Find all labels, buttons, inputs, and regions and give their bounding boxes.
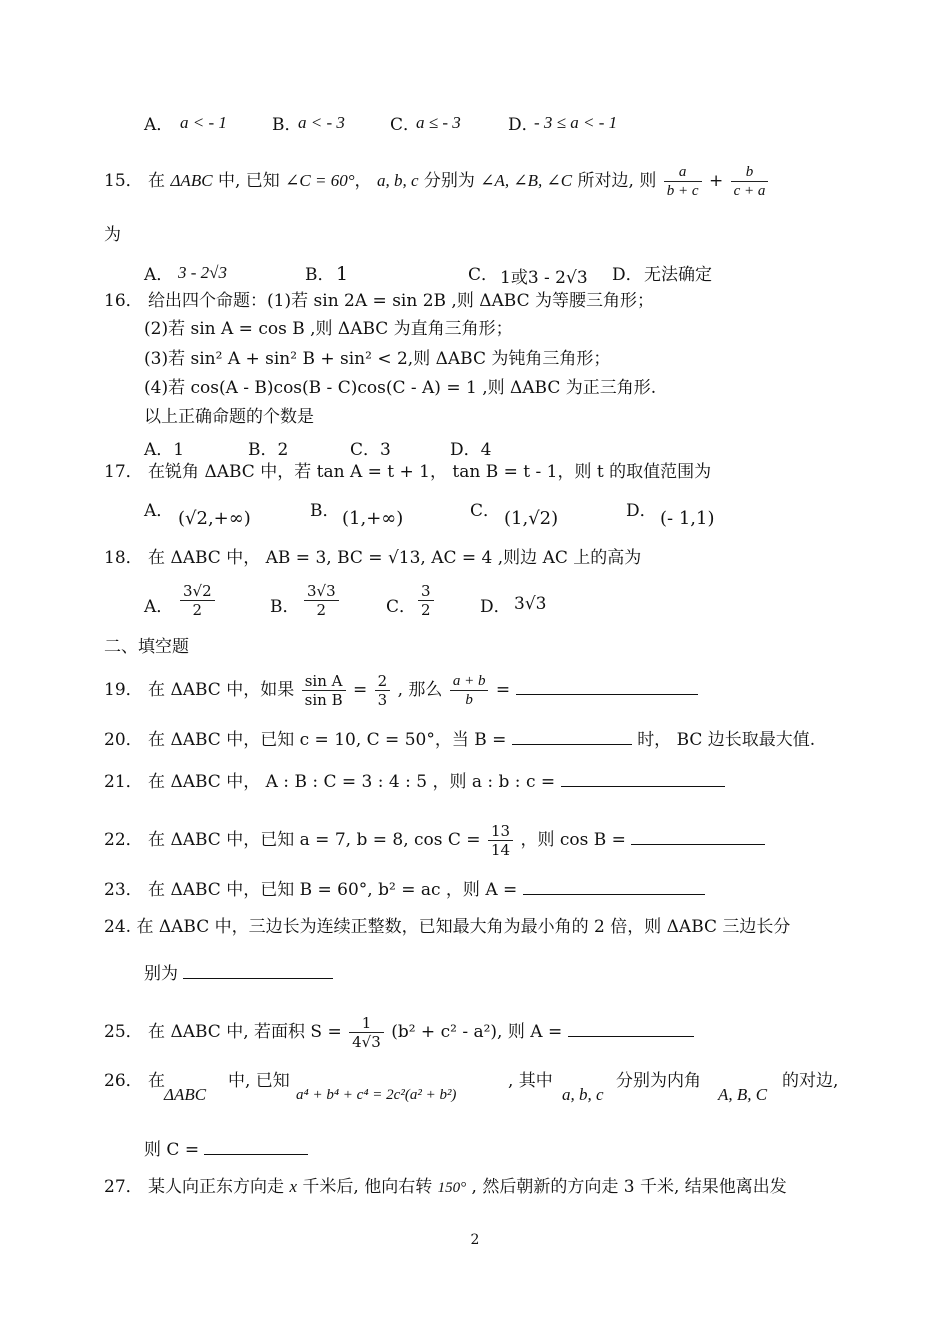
q15-text: 所对边, 则 (577, 171, 657, 191)
q15-option-b: 1 (336, 263, 349, 285)
q26-text: 的对边, (782, 1071, 839, 1091)
question-number: 18． (104, 548, 143, 568)
q17-option-c: (1,√2) (504, 508, 559, 529)
q16-line-2: (2)若 sin A = cos B ,则 ΔABC 为直角三角形； (144, 319, 513, 339)
answer-blank[interactable] (516, 678, 698, 695)
question-18 (104, 547, 641, 569)
q14-option-d: - 3 ≤ a < - 1 (534, 113, 618, 132)
q17-option-d-label: D． (626, 501, 657, 521)
question-22 (104, 822, 765, 859)
answer-blank[interactable] (204, 1138, 308, 1155)
page-number: 2 (470, 1232, 480, 1248)
q21-text: 在 ΔABC 中， A : B : C = 3 : 4 : 5 ，则 a : b : c = (148, 772, 556, 792)
q15-fraction-2: $\frac{b}{c + a}$ (731, 163, 769, 200)
question-15 (104, 163, 770, 200)
q24-line-2 (144, 962, 333, 985)
q26-line-2 (144, 1138, 308, 1161)
q25-text: (b² + c² - a²), 则 A = (391, 1022, 563, 1042)
question-number: 20． (104, 730, 143, 750)
q18-option-b: $\frac{3√3}{2}$ (302, 582, 341, 619)
q14-option-a-label: A． (144, 115, 174, 135)
question-number: 15． (104, 171, 143, 191)
question-number: 17． (104, 462, 143, 482)
q19-text: , 那么 (397, 680, 443, 700)
q26-text: 分别为内角 (616, 1071, 701, 1091)
q18-option-a: $\frac{3√2}{2}$ (178, 582, 217, 619)
question-16 (104, 290, 654, 312)
q16-option-b: B．2 (248, 440, 289, 460)
answer-blank[interactable] (512, 728, 632, 745)
q22-text: 在 ΔABC 中，已知 a = 7, b = 8, cos C = (148, 830, 481, 850)
plus-sign: + (708, 171, 724, 191)
q25-fraction: $\frac{1}{4√3}$ (349, 1014, 384, 1051)
q20-text: 在 ΔABC 中，已知 c = 10, C = 50°，当 B = (148, 730, 507, 750)
q26-text: 则 C = (144, 1140, 200, 1160)
q16-line-5: 以上正确命题的个数是 (144, 407, 314, 427)
q23-text: 在 ΔABC 中，已知 B = 60°, b² = ac ，则 A = (148, 880, 518, 900)
answer-blank[interactable] (568, 1020, 694, 1037)
q15-option-d-label: D． (612, 265, 643, 285)
q16-line-4: (4)若 cos(A - B)cos(B - C)cos(C - A) = 1 ,则 ΔABC 为正三角形. (144, 378, 657, 398)
q18-option-d: 3√3 (514, 594, 547, 614)
q20-text: 时， BC 边长取最大值. (637, 730, 816, 750)
q14-option-a: a < - 1 (180, 113, 227, 132)
q22-text: ，则 cos B = (520, 830, 626, 850)
q15-sides: a, b, c (376, 171, 419, 190)
q19-text: 在 ΔABC 中，如果 (148, 680, 295, 700)
question-20 (104, 728, 815, 751)
q19-fraction-3: $\frac{a + b}{b}$ (450, 672, 489, 709)
question-number: 24. (104, 917, 132, 937)
equals-sign: = (495, 680, 511, 700)
question-26 (104, 1070, 165, 1092)
section-heading: 二、填空题 (104, 637, 189, 657)
question-25 (104, 1014, 694, 1051)
q16-line-1: 给出四个命题：(1)若 sin 2A = sin 2B ,则 ΔABC 为等腰三角形； (148, 291, 654, 311)
q22-fraction: $\frac{13}{14}$ (488, 822, 513, 859)
q15-option-a: 3 - 2√3 (178, 263, 227, 282)
q14-option-c: a ≤ - 3 (416, 113, 461, 132)
q25-text: 在 ΔABC 中, 若面积 S = (148, 1022, 342, 1042)
q17-option-b: (1,+∞) (342, 508, 404, 529)
q15-sep: ， (354, 171, 372, 191)
q15-option-c-label: C． (468, 265, 499, 285)
q24-text: 别为 (144, 964, 178, 984)
question-number: 23． (104, 880, 143, 900)
q15-option-d: 无法确定 (644, 265, 712, 285)
question-24 (104, 916, 790, 938)
q15-option-a-label: A． (144, 265, 174, 285)
q16-line-3: (3)若 sin² A + sin² B + sin² < 2,则 ΔABC 为钝角三角形； (144, 349, 611, 369)
answer-blank[interactable] (523, 878, 705, 895)
q16-option-a: A．1 (144, 440, 185, 460)
q17-option-a: (√2,+∞) (178, 508, 251, 529)
question-23 (104, 878, 705, 901)
q18-option-c-label: C． (386, 597, 417, 617)
q17-option-c-label: C． (470, 501, 501, 521)
question-number: 22． (104, 830, 143, 850)
q18-option-b-label: B． (270, 597, 300, 617)
question-number: 27． (104, 1177, 143, 1197)
q14-option-b: a < - 3 (298, 113, 345, 132)
q17-option-d: (- 1,1) (660, 508, 715, 529)
q17-option-a-label: A． (144, 501, 174, 521)
q14-option-d-label: D． (508, 115, 539, 135)
q18-text: 在 ΔABC 中， AB = 3, BC = √13, AC = 4 ,则边 AC 上的高为 (148, 548, 642, 568)
q15-option-b-label: B． (305, 265, 335, 285)
q26-text: 在 (148, 1071, 166, 1091)
q15-text: 中, 已知 (217, 171, 280, 191)
q15-fraction-1: $\frac{a}{b + c}$ (664, 163, 702, 200)
answer-blank[interactable] (631, 828, 765, 845)
q18-option-d-label: D． (480, 597, 511, 617)
question-21 (104, 770, 725, 793)
q18-option-c: $\frac{3}{2}$ (416, 582, 436, 619)
question-27 (104, 1176, 787, 1199)
answer-blank[interactable] (183, 962, 333, 979)
triangle-symbol: ΔABC (164, 1085, 207, 1104)
q26-equation: a⁴ + b⁴ + c⁴ = 2c²(a² + b²) (296, 1087, 457, 1103)
q17-option-b-label: B． (310, 501, 340, 521)
q26-angles: A, B, C (718, 1085, 768, 1104)
question-19 (104, 672, 698, 709)
q27-text: , 然后朝新的方向走 3 千米, 结果他离出发 (471, 1177, 787, 1197)
q18-option-a-label: A． (144, 597, 174, 617)
q15-text: 在 (148, 171, 166, 191)
question-17 (104, 461, 711, 483)
question-number: 16． (104, 291, 143, 311)
question-number: 25． (104, 1022, 143, 1042)
question-number: 19． (104, 680, 143, 700)
q26-text: , 其中 (508, 1071, 553, 1091)
q15-angles: ∠A, ∠B, ∠C (480, 171, 573, 190)
triangle-symbol: ΔABC (170, 171, 213, 190)
q27-variable: x (289, 1177, 297, 1196)
q16-option-d: D．4 (450, 440, 492, 460)
q24-text: 在 ΔABC 中，三边长为连续正整数，已知最大角为最小角的 2 倍，则 ΔABC 三边长分 (136, 917, 791, 937)
q27-text: 某人向正东方向走 (148, 1177, 285, 1197)
q27-text: 千米后, 他向右转 (302, 1177, 433, 1197)
q15-text: 分别为 (423, 171, 475, 191)
q27-angle: 150° (437, 1180, 467, 1196)
q26-sides: a, b, c (562, 1085, 604, 1104)
q14-option-c-label: C． (390, 115, 421, 135)
answer-blank[interactable] (561, 770, 725, 787)
q26-text: 中, 已知 (228, 1071, 290, 1091)
q15-wrap: 为 (104, 225, 121, 245)
question-number: 26． (104, 1071, 143, 1091)
q19-fraction-1: $\frac{\text{sin A}}{\text{sin B}}$ (302, 672, 346, 709)
question-number: 21． (104, 772, 143, 792)
q15-angle: ∠C = 60° (285, 171, 355, 190)
q17-text: 在锐角 ΔABC 中，若 tan A = t + 1， tan B = t - 1，则 t 的取值范围为 (148, 462, 712, 482)
q19-fraction-2: $\frac{2}{3}$ (375, 672, 391, 709)
q16-option-c: C．3 (350, 440, 391, 460)
q14-option-b-label: B． (272, 115, 302, 135)
equals-sign: = (353, 680, 368, 700)
q15-option-c: 1或3 - 2√3 (500, 268, 588, 288)
